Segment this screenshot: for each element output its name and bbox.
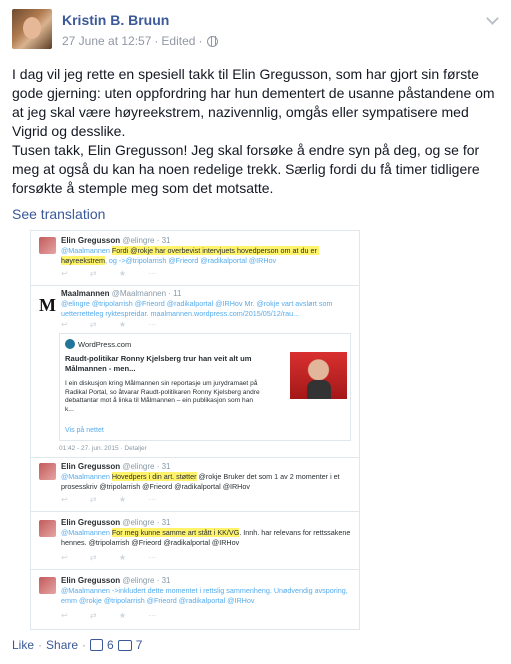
tweet-text: @Maalmannen Fordi @rokje har overbevist intervjuets hovedperson om at du er høyreekstrem, og ->@tripolarrish @Frieord @radikalportal @IRHov (61, 246, 319, 265)
tweet-avatar (39, 520, 56, 537)
tweet-author: Maalmannen @Maalmannen · 11 (61, 289, 182, 298)
like-count[interactable]: 6 (107, 638, 114, 652)
post-meta: 27 June at 12:57 · Edited · (62, 34, 218, 48)
tweet-text: @Maalmannen For meg kunne samme art stått i KK/VG. Innh. har relevans for rettssakene hennes. @tripolarrish @Frieord @radikalportal @IRHov (61, 528, 353, 547)
post-footer: Like · Share · 6 7 (12, 638, 143, 652)
like-button[interactable]: Like (12, 638, 35, 652)
see-translation-link[interactable]: See translation (12, 206, 106, 222)
post-paragraph: Tusen takk, Elin Gregusson! Jeg skal forsøke å endre syn på deg, og se for meg at også du kan ha noen redelige trekk. Særlig fordi du få timer tidligere forsøkte å stemple meg som det motsatte. (12, 142, 480, 196)
tweet-timestamp: 01:42 - 27. jun. 2015 · Detaljer (59, 445, 147, 452)
link-card (59, 333, 351, 441)
post-body (12, 65, 504, 198)
tweet-actions: ↩ ⇄ ★ ⋯ (61, 553, 167, 562)
chevron-down-icon[interactable] (486, 14, 498, 26)
card-link: Vis på nettet (65, 427, 104, 434)
wordpress-icon (65, 339, 75, 349)
tweet-text: @elingre @tripolarrish @Frieord @radikalportal @IRHov Mr. @rokje vart avslørt som uetterretteleg ryktespreidar. maalmannen.wordpress.com/2015/05/12/rau... (61, 299, 335, 318)
tweet-actions: ↩ ⇄ ★ ⋯ (61, 611, 167, 620)
edited-label[interactable]: Edited (161, 34, 196, 48)
card-source: WordPress.com (78, 339, 132, 349)
post-header (12, 8, 502, 54)
embedded-screenshot[interactable] (30, 230, 360, 630)
tweet-author: Elin Gregusson @elingre · 31 (61, 518, 171, 527)
tweet-text: @Maalmannen ->inkludert dette momentet i rettslig sammenheng. Unødvendig avsporing, emm @rokje @tripolarrish @Frieord @radikalportal @IRHov (61, 586, 350, 605)
card-title: Raudt-politikar Ronny Kjelsberg trur han veit alt um Målmannen - men... (65, 354, 252, 373)
tweet-author: Elin Gregusson @elingre · 31 (61, 236, 171, 245)
tweet-text: @Maalmannen Hovedpers i din art. støtter @rokje Bruker det som 1 av 2 momenter i et prosesskriv @tripolarrish @Frieord @radikalportal @IRHov (61, 472, 342, 491)
post-date[interactable]: 27 June at 12:57 (62, 34, 152, 48)
globe-icon[interactable] (207, 36, 218, 47)
tweet-avatar (39, 237, 56, 254)
author-name[interactable]: Kristin B. Bruun (62, 12, 170, 28)
share-button[interactable]: Share (46, 638, 79, 652)
comment-icon[interactable] (118, 640, 132, 651)
card-body: I ein diskusjon kring Målmannen sin reportasje um jurydramaet på Radikal Portal, so åtvarar Raudt-politikaren Ronny Kjelsberg andre debattantar mot å linka til Målmannen – ein publikasjon som han k... (65, 380, 260, 413)
tweet-actions: ↩ ⇄ ★ ⋯ (61, 495, 167, 504)
card-photo (290, 352, 347, 399)
author-avatar[interactable] (12, 9, 52, 49)
post-paragraph: I dag vil jeg rette en spesiell takk til Elin Gregusson, som har gjort sin første gode gjerning: uten oppfordring har hun dementert de usanne påstandene om at jeg skal være høyreekstrem, nazivennlig, omgås eller sympatisere med Vigrid og desslike. (12, 66, 495, 139)
tweet-avatar (39, 577, 56, 594)
tweet-actions: ↩ ⇄ ★ ⋯ (61, 269, 167, 278)
thumbs-up-icon[interactable] (90, 639, 103, 651)
tweet-avatar (39, 463, 56, 480)
tweet-author: Elin Gregusson @elingre · 31 (61, 576, 171, 585)
tweet-author: Elin Gregusson @elingre · 31 (61, 462, 171, 471)
maalmannen-logo: M (39, 295, 56, 315)
comment-count[interactable]: 7 (135, 638, 143, 652)
tweet-actions: ↩ ⇄ ★ ⋯ (61, 320, 167, 329)
